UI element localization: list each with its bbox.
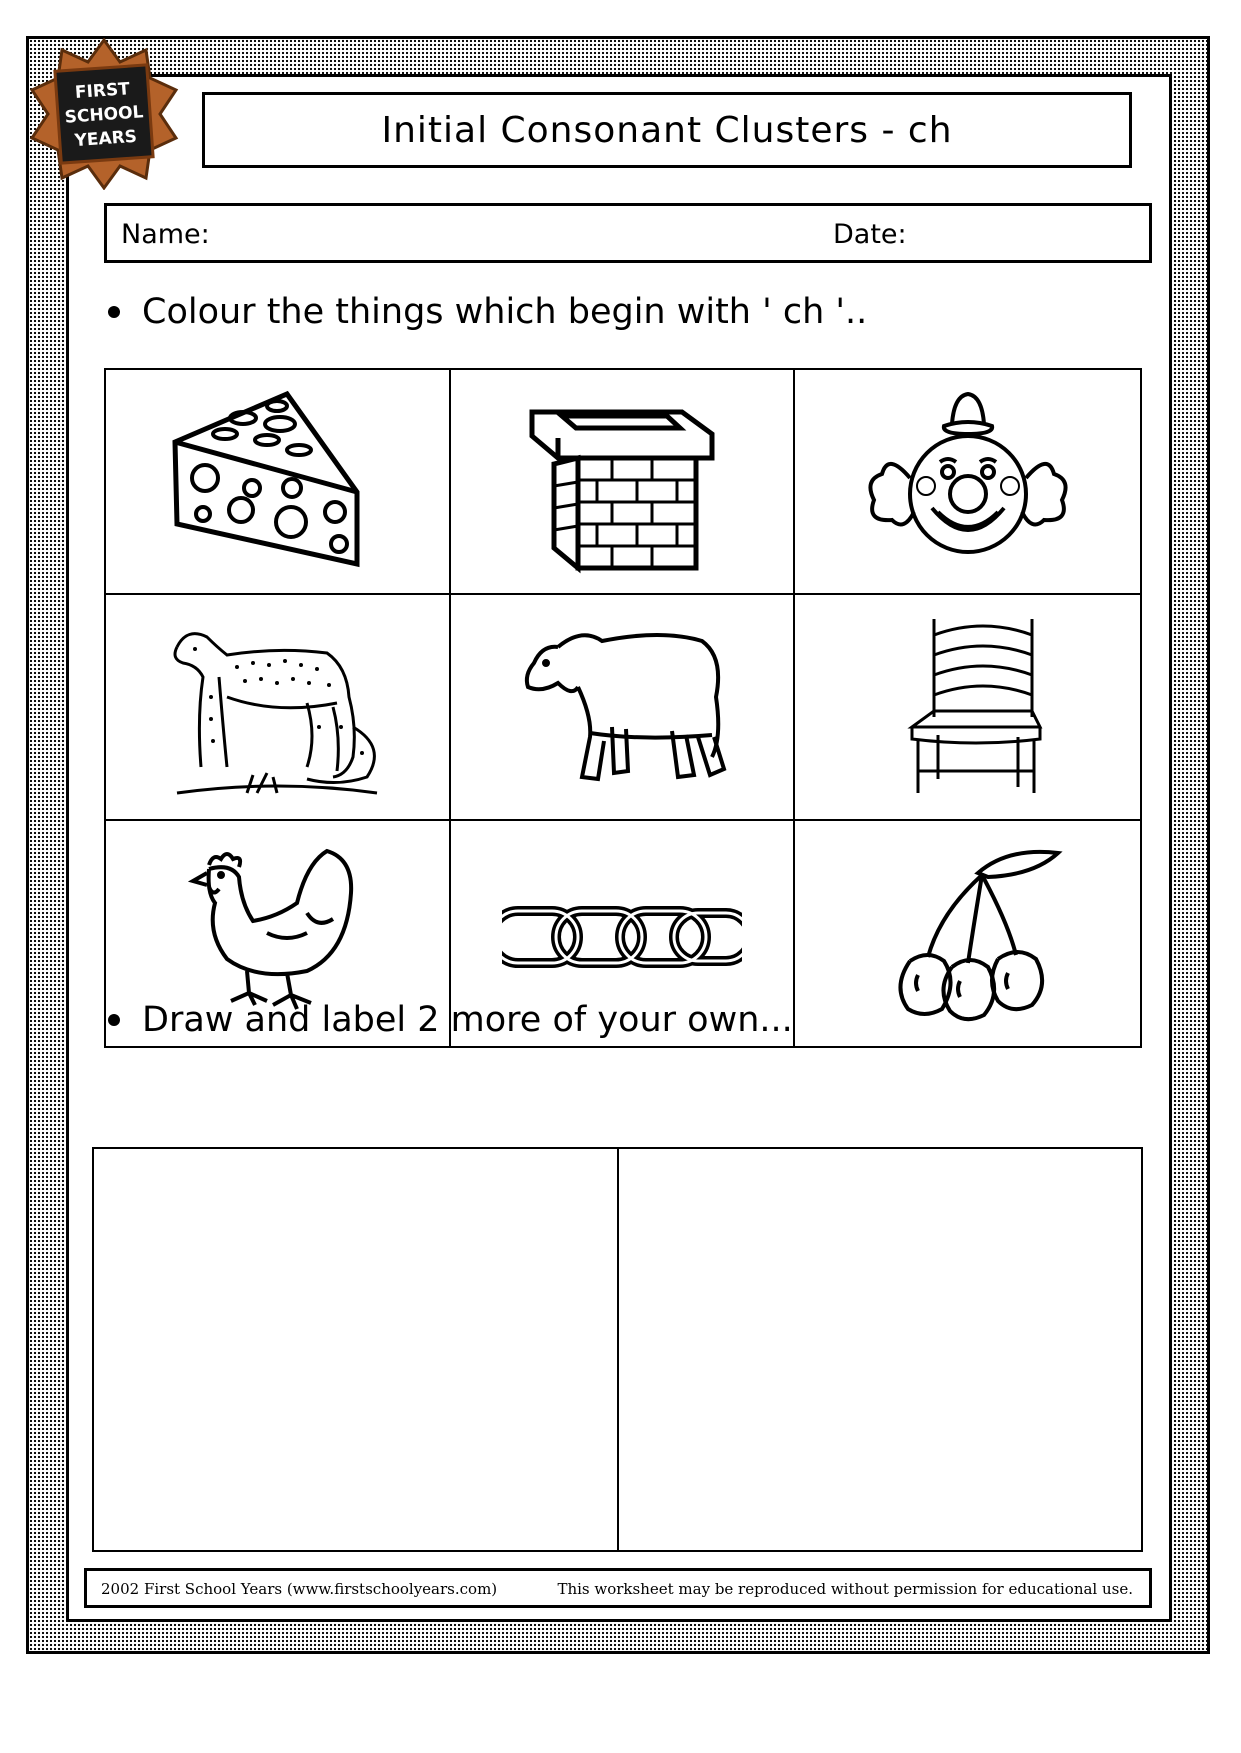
- logo-line-3: YEARS: [73, 126, 138, 152]
- picture-cell[interactable]: [451, 595, 796, 820]
- instruction-colour: [104, 292, 867, 332]
- name-label: Name:: [121, 219, 210, 250]
- first-school-years-logo: [28, 38, 180, 190]
- cheetah-icon: [157, 607, 397, 807]
- drawing-box-1[interactable]: [94, 1149, 617, 1550]
- name-date-box: [104, 203, 1152, 263]
- worksheet-title: [202, 92, 1132, 168]
- clown-icon: [848, 382, 1088, 582]
- instruction-draw-text: Draw and label 2 more of your own...: [142, 1000, 793, 1040]
- footer-permission: This worksheet may be reproduced without permission for educational use.: [557, 1580, 1133, 1598]
- picture-cell[interactable]: [795, 370, 1140, 595]
- footer: [84, 1568, 1152, 1608]
- chimney-icon: [502, 382, 742, 582]
- drawing-box-2[interactable]: [617, 1149, 1142, 1550]
- picture-cell[interactable]: [106, 595, 451, 820]
- drawing-area: [92, 1147, 1143, 1552]
- sheep-icon: [502, 607, 742, 807]
- instruction-colour-text: Colour the things which begin with ' ch '..: [142, 292, 868, 332]
- picture-cell[interactable]: [795, 595, 1140, 820]
- title-text: Initial Consonant Clusters - ch: [381, 109, 953, 151]
- picture-cell[interactable]: [106, 370, 451, 595]
- footer-copyright: 2002 First School Years (www.firstschoolyears.com): [101, 1580, 498, 1598]
- logo-line-2: SCHOOL: [64, 102, 145, 128]
- instruction-draw: [104, 1000, 793, 1040]
- bullet-icon: [108, 1014, 120, 1026]
- cherries-icon: [848, 833, 1088, 1033]
- picture-cell[interactable]: [451, 370, 796, 595]
- picture-cell[interactable]: [795, 821, 1140, 1046]
- bullet-icon: [108, 306, 120, 318]
- chair-icon: [848, 607, 1088, 807]
- picture-grid: [104, 368, 1142, 1048]
- cheese-icon: [157, 382, 397, 582]
- logo-line-1: FIRST: [74, 79, 131, 103]
- date-label: Date:: [833, 219, 907, 250]
